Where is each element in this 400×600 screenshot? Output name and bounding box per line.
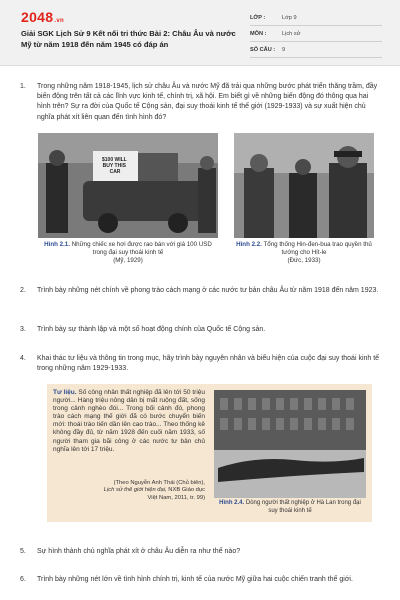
question-text: Sự hình thành chủ nghĩa phát xít ở châu Âu diễn ra như thế nào? <box>37 548 241 555</box>
source-box <box>47 384 372 522</box>
question-2 <box>20 286 382 296</box>
logo-text: 2048 <box>21 9 54 25</box>
question-3 <box>20 325 382 335</box>
figure-2-caption <box>234 241 374 265</box>
question-text: Trong những năm 1918-1945, lịch sử châu Âu và nước Mỹ đã trải qua những bước phát triển thăng trầm, đầy biến động trên tất cả các lĩnh vực kinh tế, chính trị, xã hội. Em biết gì về những biến động đó thông qua hai hình trên? Sự ra đời của Quốc tế Cộng sản, đại suy thoái kinh tế thế giới (1929-1933) và sự xuất hiện chủ nghĩa phát xít liên quan đến tình hình đó? <box>37 83 378 121</box>
figure-unemployed-queue-photo <box>214 390 366 498</box>
source-citation <box>53 480 205 502</box>
figure-2-text: Tổng thống Hin-đen-bua trao quyền thủ tướng cho Hít-le <box>263 241 372 256</box>
figure-3-label: Hình 2.4. <box>219 500 245 506</box>
question-4 <box>20 354 382 374</box>
logo-tld: .vn <box>54 18 64 24</box>
meta-key: MÔN : <box>250 30 267 37</box>
figure-2-label: Hình 2.2. <box>236 241 262 248</box>
cite-book: Lịch sử thế giới hiện đại, <box>103 487 167 494</box>
figure-1-source: (Mỹ, 1929) <box>113 257 143 264</box>
meta-value: Lịch sử <box>282 30 301 37</box>
figure-3-text: Dòng người thất nghiệp ở Hà Lan trong đại suy thoái kinh tế <box>245 500 361 514</box>
question-number: 6. <box>20 576 26 583</box>
meta-row-grade <box>250 10 382 26</box>
question-5 <box>20 547 382 557</box>
figure-2-source: (Đức, 1933) <box>287 257 321 264</box>
meta-key: LỚP : <box>250 14 266 21</box>
meta-table <box>250 10 382 58</box>
cite-place: Việt Nam, 2011, tr. 99) <box>147 494 205 501</box>
figure-hindenburg-hitler-photo <box>234 133 374 238</box>
question-text: Trình bày những nét lớn về tình hình chính trị, kinh tế của nước Mỹ giữa hai cuộc chiến tranh thế giới. <box>37 576 353 583</box>
cite-author: (Theo Nguyễn Anh Thái (Chủ biên), <box>113 480 205 486</box>
meta-value: Lớp 9 <box>282 14 297 21</box>
figure-3-caption <box>214 500 366 515</box>
meta-row-subject <box>250 26 382 42</box>
question-number: 1. <box>20 83 26 90</box>
page-header <box>0 0 400 66</box>
meta-key: SỐ CÂU : <box>250 46 276 53</box>
source-label: Tư liệu. <box>53 389 77 396</box>
document-title: Giải SGK Lịch Sử 9 Kết nối tri thức Bài 2: Châu Âu và nước Mỹ từ năm 1918 đến năm 1945 có đáp án <box>21 29 236 49</box>
question-number: 2. <box>20 287 26 294</box>
source-text-block <box>53 389 205 454</box>
question-number: 5. <box>20 548 26 555</box>
sign-text: $100 WILL BUY THIS CAR <box>101 157 127 175</box>
figure-car-sale-photo <box>38 133 218 238</box>
question-number: 4. <box>20 355 26 362</box>
figure-1-caption <box>38 241 218 265</box>
figure-row <box>38 133 374 268</box>
question-number: 3. <box>20 326 26 333</box>
cite-publisher: NXB Giáo dục <box>166 487 205 494</box>
figure-1-text: Những chiếc xe hơi được rao bán với giá 100 USD trong đại suy thoái kinh tế <box>71 241 212 256</box>
source-body: Số công nhân thất nghiệp đã lên tới 50 triệu người... Hàng triệu nông dân bị mất ruộng đất, sống trong cảnh nghèo đói... Trong bối cảnh đó, phong trào cách mạng thế giới đã có bước chuyển biến mới: thoái trào tiến dần lên cao trào... Theo thống kê không đầy đủ, từ năm 1928 đến cuối năm 1933, số người tham gia bãi công ở các nước tư bản chủ nghĩa lên tới 17 triệu. <box>53 389 205 453</box>
meta-value: 9 <box>282 46 286 53</box>
question-text: Trình bày sự thành lập và một số hoạt động chính của Quốc tế Cộng sản. <box>37 326 266 333</box>
question-1 <box>20 82 382 123</box>
site-logo[interactable] <box>21 9 64 25</box>
figure-1-label: Hình 2.1. <box>44 241 70 248</box>
meta-row-count <box>250 42 382 58</box>
question-text: Trình bày những nét chính về phong trào cách mạng ở các nước tư bản châu Âu từ năm 1918 đến năm 1923. <box>37 287 379 294</box>
question-text: Khai thác tư liệu và thông tin trong mục, hãy trình bày nguyên nhân và biểu hiện của cuộc đại suy thoái kinh tế trong những năm 1929-1933. <box>37 355 380 373</box>
question-6 <box>20 575 382 585</box>
